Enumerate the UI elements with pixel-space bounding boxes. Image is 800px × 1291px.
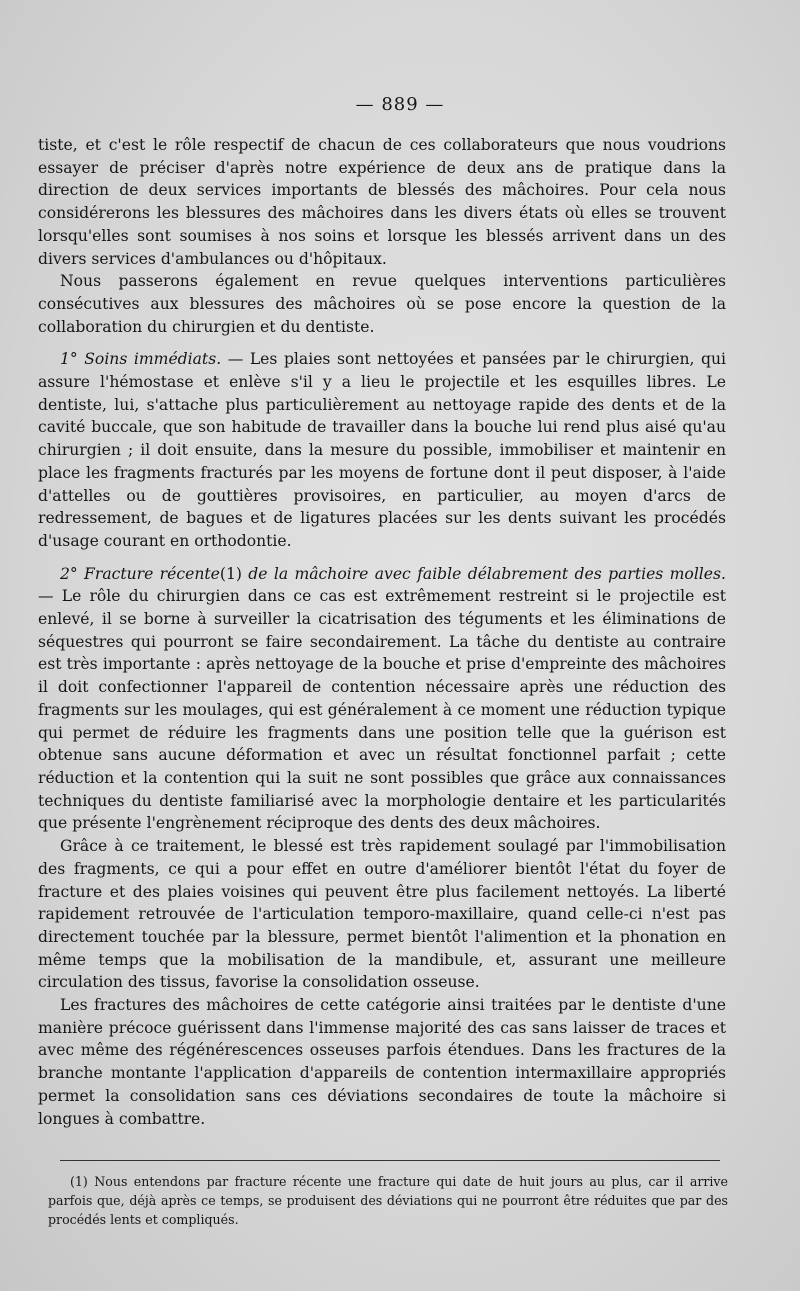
section-text: — Le rôle du chirurgien dans ce cas est extrêmement restreint si le projectile est enlevé, il se borne à surveiller la cicatrisation des téguments et les éliminations de séquestres qui pourront se faire secondairement. La tâche du dentiste au contraire est très importante : après nettoyage de la bouche et prise d'empreinte des mâchoires il doit confectionner l'appareil de contention nécessaire après une réduction des fragments sur les moulages, qui est généralement à ce moment une réduction typique qui permet de réduire les fragments dans une position telle que la guérison est obtenue sans aucune déformation et avec un résultat fonctionnel parfait ; cette réduction et la contention qui la suit ne sont possibles que grâce aux connaissances techniques du dentiste familiarisé avec la morphologie dentaire et les particularités que présente l'engrènement réciproque des dents des deux mâchoires. (38, 587, 726, 833)
section-fracture-recente (38, 563, 726, 835)
footnote-reference: (1) (219, 564, 242, 583)
section-soins-immediats (38, 348, 726, 552)
body-text (38, 134, 726, 1130)
paragraph-intro: tiste, et c'est le rôle respectif de chacun de ces collaborateurs que nous voudrions essayer de préciser d'après notre expérience de deux ans de pratique dans la direction de deux services importants de blessés des mâchoires. Pour cela nous considérerons les blessures des mâchoires dans les divers états où elles se trouvent lorsqu'elles sont soumises à nos soins et lorsque les blessés arrivent dans un des divers services d'ambulances ou d'hôpitaux. (38, 136, 726, 268)
paragraph-treatment: Grâce à ce traitement, le blessé est très rapidement soulagé par l'immobilisation des fragments, ce qui a pour effet en outre d'améliorer bientôt l'état du foyer de fracture et des plaies voisines qui peuvent être plus facilement nettoyés. La liberté rapidement retrouvée de l'articulation temporo-maxillaire, quand celle-ci n'est pas directement touchée par la blessure, permet bientôt l'alimention et la phonation en même temps que la mobilisation de la mandibule, et, assurant une meilleure circulation des tissus, favorise la consolidation osseuse. (38, 837, 726, 992)
section-text: — Les plaies sont nettoyées et pansées par le chirurgien, qui assure l'hémostase et enlève s'il y a lieu le projectile et les esquilles libres. Le dentiste, lui, s'attache plus particulièrement au nettoyage rapide des dents et de la cavité buccale, que son habitude de travailler dans la bouche lui rend plus aisé qu'au chirurgien ; il doit ensuite, dans la mesure du possible, immobiliser et maintenir en place les fragments fracturés par les moyens de fortune dont il peut disposer, à l'aide d'attelles ou de gouttières provisoires, en particulier, au moyen d'arcs de redressement, de bagues et de ligatures placées sur les dents suivant les procédés d'usage courant en orthodontie. (38, 350, 726, 550)
paragraph-outcome: Les fractures des mâchoires de cette catégorie ainsi traitées par le dentiste d'une manière précoce guérissent dans l'immense majorité des cas sans laisser de traces et avec même des régénérescences osseuses parfois étendues. Dans les fractures de la branche montante l'application d'appareils de contention intermaxillaire appropriés permet la consolidation sans ces déviations secondaires de toute la mâchoire si longues à combattre. (38, 996, 726, 1128)
section-heading-continued: de la mâchoire avec faible délabrement des parties molles. (241, 564, 726, 583)
paragraph-review: Nous passerons également en revue quelques interventions particulières consécutives aux blessures des mâchoires où se pose encore la question de la collaboration du chirurgien et du dentiste. (38, 272, 726, 336)
section-heading: 2° Fracture récente (60, 564, 220, 583)
page-number: — 889 — (355, 94, 445, 115)
footnote (48, 1172, 728, 1229)
section-heading: 1° Soins immédiats. (60, 350, 222, 369)
footnote-divider (60, 1160, 720, 1161)
footnote-text: (1) Nous entendons par fracture récente une fracture qui date de huit jours au plus, car il arrive parfois que, déjà après ce temps, se produisent des déviations qui ne pourront être réduites que par des procédés lents et compliqués. (48, 1174, 728, 1227)
